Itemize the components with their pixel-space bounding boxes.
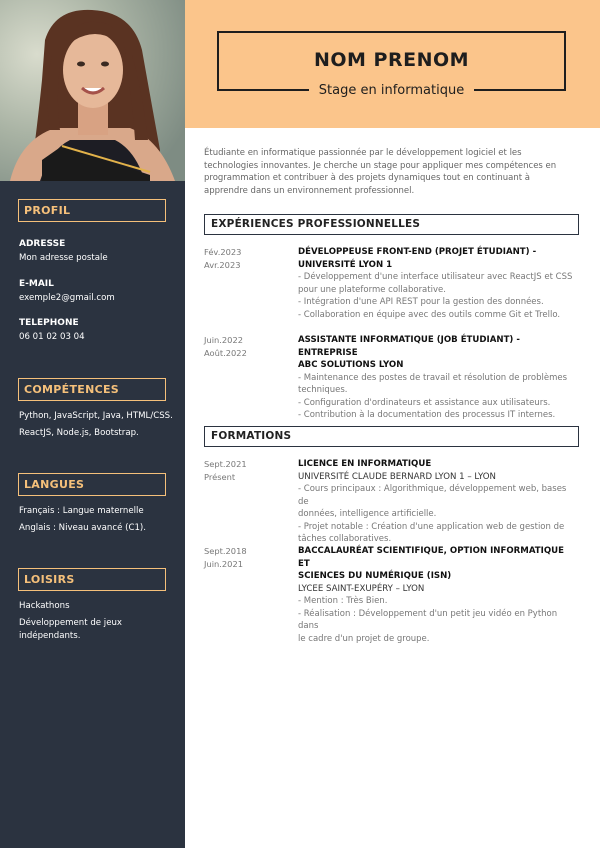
formation-title: LICENCE EN INFORMATIQUE — [298, 459, 432, 469]
experience-title: ABC SOLUTIONS LYON — [298, 360, 404, 370]
date-start: Fév.2023 — [204, 247, 242, 257]
formation-line: - Projet notable : Création d'une application web de gestion de — [298, 521, 565, 532]
intro-paragraph: Étudiante en informatique passionnée par le développement logiciel et les technologies innovantes. Je cherche un stage pour appliquer mes compétences en programmation et contribuer à des projets dynamiques tout en continuant à apprendre dans un environnement professionnel. — [204, 148, 557, 196]
date-start: Sept.2018 — [204, 546, 247, 556]
profil-heading: PROFIL — [18, 199, 166, 222]
formation-institution: UNIVERSITÉ CLAUDE BERNARD LYON 1 – LYON — [298, 471, 496, 482]
experience-line: - Intégration d'une API REST pour la gestion des données. — [298, 297, 544, 307]
address-value: Mon adresse postale — [19, 253, 108, 263]
experience-line: - Configuration d'ordinateurs et assistance aux utilisateurs. — [298, 397, 551, 408]
phone-value: 06 01 02 03 04 — [19, 332, 85, 342]
date-end: Avr.2023 — [204, 260, 241, 270]
competences-line-2: ReactJS, Node.js, Bootstrap. — [19, 428, 139, 438]
profile-photo — [0, 0, 185, 181]
address-label: ADRESSE — [19, 239, 66, 249]
formation-line: données, intelligence artificielle. — [298, 509, 437, 519]
formation-title: SCIENCES DU NUMÉRIQUE (ISN) — [298, 571, 452, 581]
experience-line: - Contribution à la documentation des processus IT internes. — [298, 410, 556, 420]
experience-line: - Maintenance des postes de travail et résolution de problèmes — [298, 372, 568, 383]
experience-line: techniques. — [298, 385, 348, 395]
header — [185, 0, 600, 128]
date-start: Sept.2021 — [204, 459, 247, 469]
loisirs-heading: LOISIRS — [18, 568, 166, 591]
loisirs-line-3: indépendants. — [19, 631, 81, 641]
experience-line: - Développement d'une interface utilisateur avec ReactJS et CSS — [298, 272, 573, 282]
date-end: Août.2022 — [204, 348, 247, 358]
experience-title: UNIVERSITÉ LYON 1 — [298, 259, 393, 270]
formation-details — [298, 458, 574, 546]
experience-details — [298, 334, 574, 422]
full-name: NOM PRENOM — [313, 49, 470, 71]
loisirs-line-2: Développement de jeux — [19, 618, 123, 628]
experience-title: ASSISTANTE INFORMATIQUE (JOB ÉTUDIANT) - ENTREPRISE — [298, 335, 520, 358]
formation-line: - Mention : Très Bien. — [298, 596, 388, 606]
formation-institution: LYCEE SAINT-EXUPÉRY – LYON — [298, 583, 425, 594]
email-value: exemple2@gmail.com — [19, 293, 115, 303]
formation-line: - Cours principaux : Algorithmique, développement web, bases de — [298, 484, 567, 507]
phone-label: TELEPHONE — [19, 318, 79, 328]
formation-dates — [204, 545, 284, 571]
portrait-illustration — [0, 0, 185, 181]
langues-heading: LANGUES — [18, 473, 166, 496]
email-label: E-MAIL — [19, 279, 54, 289]
formation-line: - Réalisation : Développement d'un petit jeu vidéo en Python dans — [298, 608, 558, 631]
date-end: Présent — [204, 472, 236, 482]
competences-heading: COMPÉTENCES — [18, 378, 166, 401]
formation-line: le cadre d'un projet de groupe. — [298, 633, 430, 644]
experience-details — [298, 246, 574, 321]
formation-title: BACCALAURÉAT SCIENTIFIQUE, OPTION INFORMATIQUE ET — [298, 546, 565, 569]
experience-title: DÉVELOPPEUSE FRONT-END (PROJET ÉTUDIANT) - — [298, 247, 537, 257]
formation-details — [298, 545, 574, 645]
loisirs-line-1: Hackathons — [19, 601, 70, 611]
formation-dates — [204, 458, 284, 484]
sidebar — [0, 0, 185, 848]
subtitle-wrap — [217, 79, 566, 101]
langues-line-1: Français : Langue maternelle — [19, 506, 144, 516]
date-end: Juin.2021 — [204, 559, 244, 569]
date-start: Juin.2022 — [204, 335, 244, 345]
formation-line: tâches collaboratives. — [298, 534, 392, 544]
formations-heading: FORMATIONS — [204, 426, 579, 447]
langues-line-2: Anglais : Niveau avancé (C1). — [19, 523, 147, 533]
experience-dates — [204, 334, 284, 360]
experience-line: - Collaboration en équipe avec des outils comme Git et Trello. — [298, 309, 561, 320]
job-title: Stage en informatique — [309, 81, 474, 101]
competences-line-1: Python, JavaScript, Java, HTML/CSS. — [19, 411, 173, 421]
experience-dates — [204, 246, 284, 272]
experience-line: pour une plateforme collaborative. — [298, 284, 446, 295]
experiences-heading: EXPÉRIENCES PROFESSIONNELLES — [204, 214, 579, 235]
